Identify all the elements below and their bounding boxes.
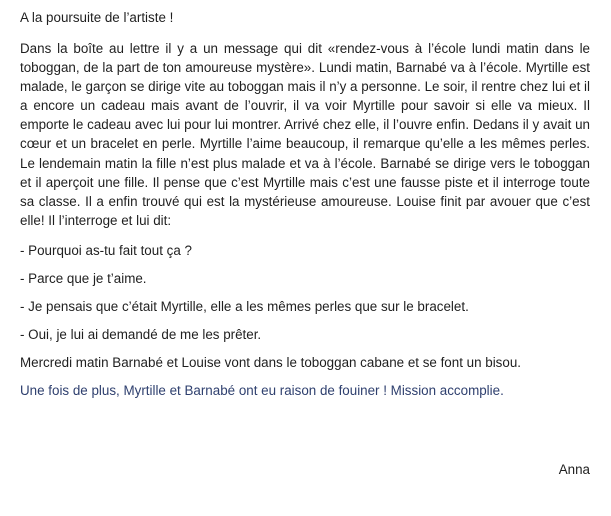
story-paragraph: Dans la boîte au lettre il y a un message qui dit «rendez-vous à l’école lundi matin dans le toboggan, de la part de ton amoureuse mystère». Lundi matin, Barnabé va à l’école. Myrtille est malade, le garçon se dirige vite au toboggan mais il n’y a personne. Le soir, il rentre chez lui et il a encore un cadeau mais avant de l’ouvrir, il va voir Myrtille pour savoir si elle va mieux. Il emporte le cadeau avec lui pour lui montrer. Arrivé chez elle, il l’ouvre enfin. Dedans il y avait un cœur et un bracelet en perle. Myrtille l’aime beaucoup, il remarque qu’elle a les mêmes perles. Le lendemain matin la fille n’est plus malade et va à l’école. Barnabé se dirige vers le toboggan et il aperçoit une fille. Il pense que c’est Myrtille mais c’est une fausse piste et il interroge toute sa classe. Il a enfin trouvé qui est la mystérieuse amoureuse. Louise finit par avouer que c’est elle! Il l’interroge et lui dit: — [20, 41, 590, 228]
closing-line: Mercredi matin Barnabé et Louise vont dans le toboggan cabane et se font un bisou. — [20, 354, 521, 370]
final-line: Une fois de plus, Myrtille et Barnabé ont eu raison de fouiner ! Mission accomplie. — [20, 382, 504, 398]
dialogue-line: - Parce que je t’aime. — [20, 270, 147, 286]
dialogue-line: - Je pensais que c’était Myrtille, elle a les mêmes perles que sur le bracelet. — [20, 298, 469, 314]
author-signature: Anna — [558, 462, 590, 477]
dialogue-line: - Pourquoi as-tu fait tout ça ? — [20, 242, 192, 258]
dialogue-line: - Oui, je lui ai demandé de me les prêter. — [20, 326, 262, 342]
story-page — [20, 8, 590, 409]
story-title: A la poursuite de l’artiste ! — [20, 10, 174, 25]
